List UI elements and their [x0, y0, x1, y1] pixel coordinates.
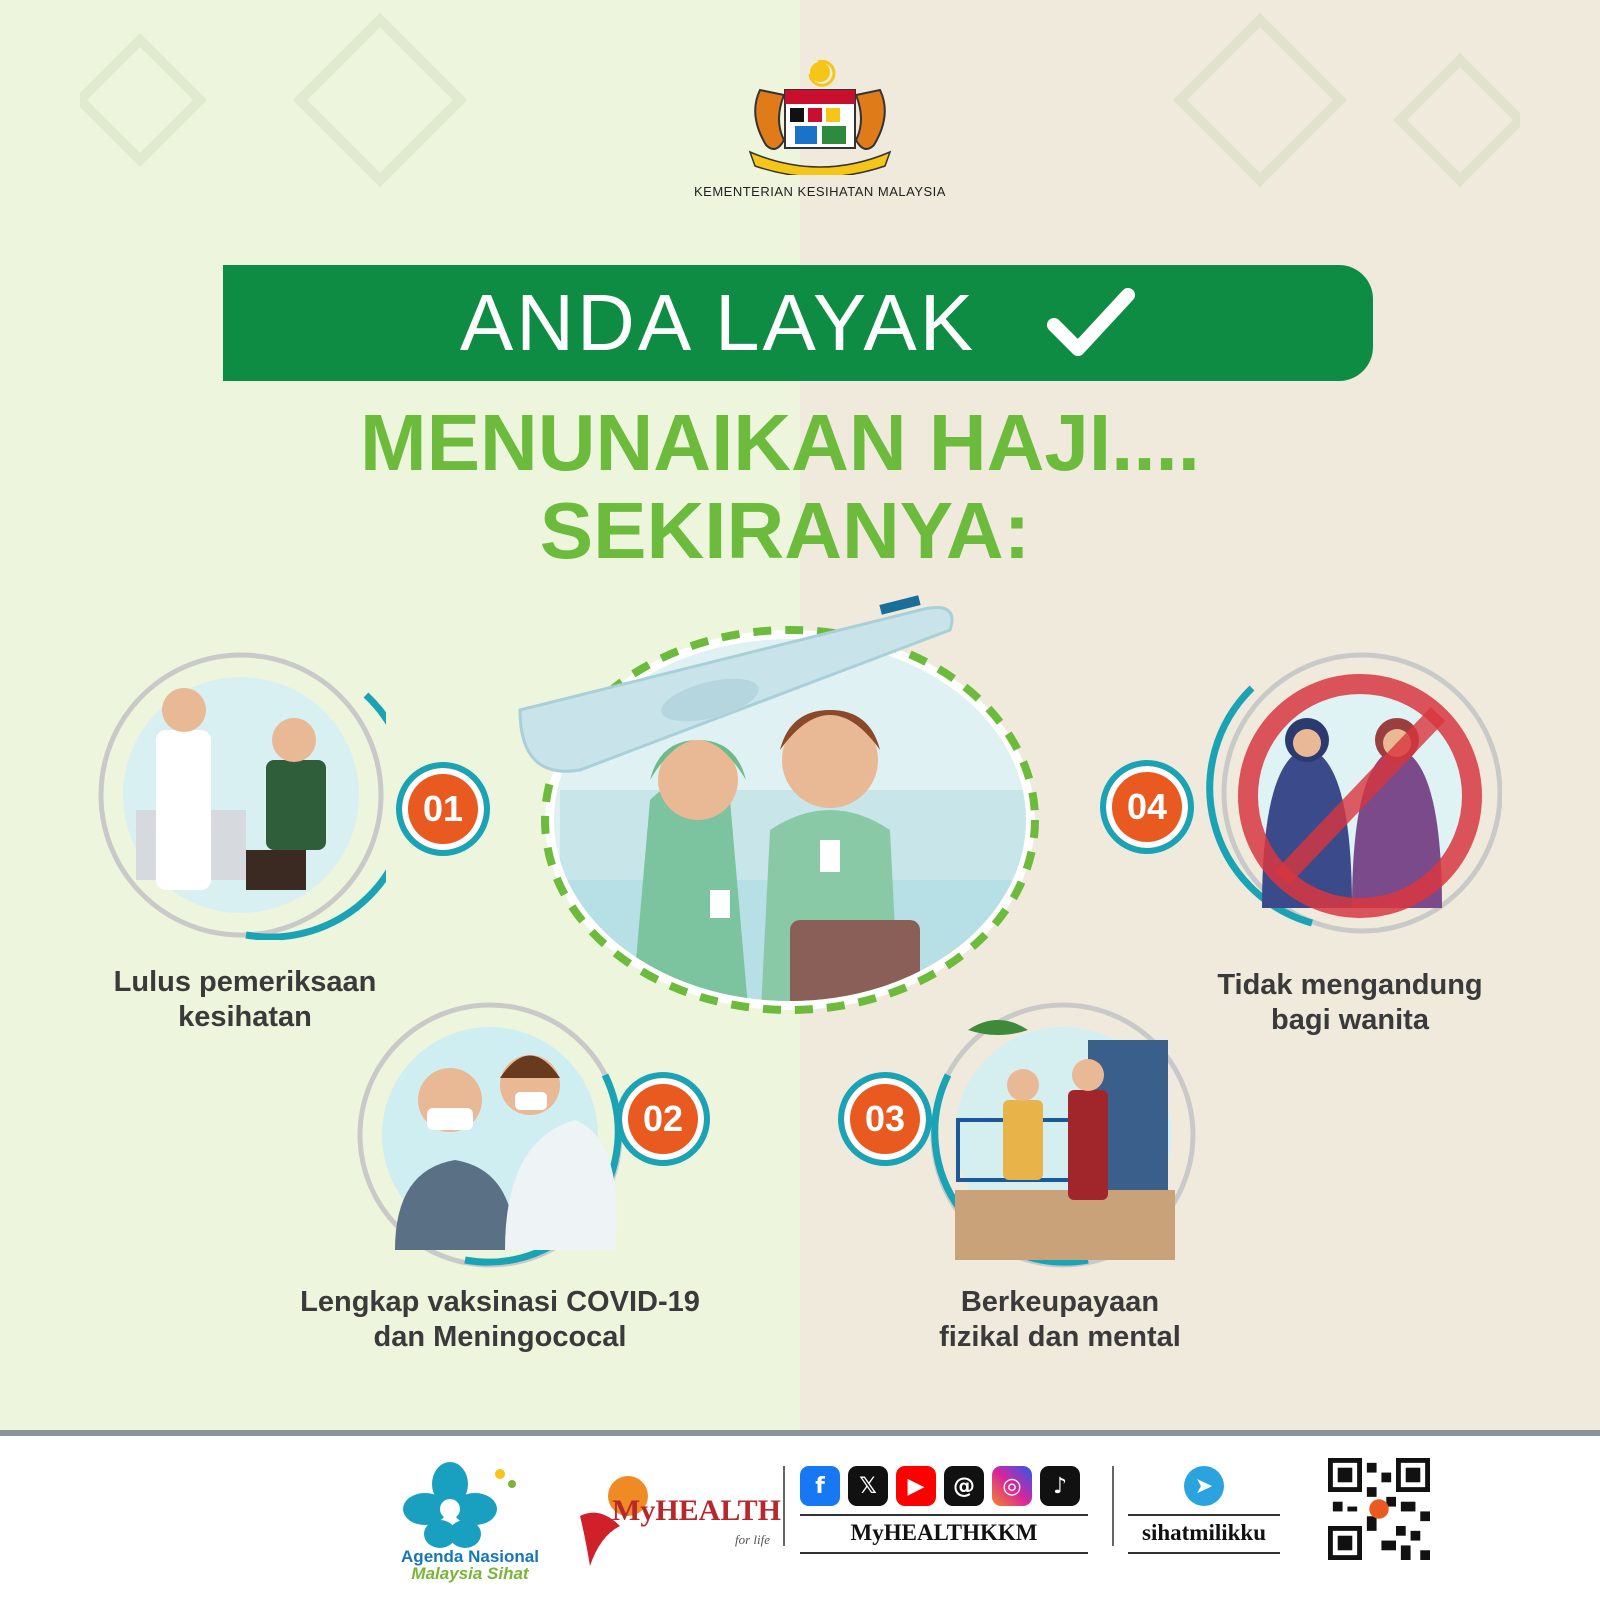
item-label-02-line1: Lengkap vaksinasi COVID-19: [300, 1286, 700, 1318]
item-label-02-line2: dan Meningococal: [373, 1321, 627, 1353]
telegram-underline-bottom: [1128, 1552, 1280, 1554]
main-heading-line1: MENUNAIKAN HAJI....: [359, 398, 1201, 487]
malaysia-coat-of-arms-icon: [740, 60, 900, 175]
handle-underline-top: [800, 1514, 1088, 1516]
instagram-icon[interactable]: ◎: [992, 1466, 1032, 1506]
tiktok-icon[interactable]: ♪: [1040, 1466, 1080, 1506]
checkmark-icon: [1046, 283, 1136, 363]
pilgrims-airplane-illustration: [500, 590, 1070, 1030]
number-badge-03: 03: [838, 1072, 932, 1166]
item-label-03-line1: Berkeupayaan: [960, 1286, 1160, 1318]
physical-mental-ability-illustration: [928, 1000, 1198, 1270]
separator: [1112, 1466, 1114, 1546]
item-label-02: [260, 1285, 740, 1355]
banner-title: ANDA LAYAK: [459, 278, 977, 367]
facebook-icon[interactable]: f: [800, 1466, 840, 1506]
number-badge-02: 02: [616, 1072, 710, 1166]
number-badge-01: 01: [396, 762, 490, 856]
item-label-04: [1160, 968, 1540, 1038]
youtube-icon[interactable]: ▶: [896, 1466, 936, 1506]
handle-underline-bottom: [800, 1552, 1088, 1554]
myhealth-tagline: for life: [735, 1532, 771, 1547]
number-badge-04: 04: [1100, 760, 1194, 854]
agenda-line2: Malaysia Sihat: [411, 1564, 529, 1583]
vaccination-illustration: [355, 1000, 625, 1270]
telegram-icon[interactable]: ➤: [1184, 1466, 1224, 1506]
item-label-01-line2: kesihatan: [178, 1001, 312, 1033]
telegram-underline-top: [1128, 1514, 1280, 1516]
social-icons: [800, 1466, 1080, 1506]
item-label-03-line2: fizikal dan mental: [939, 1321, 1181, 1353]
ministry-name: KEMENTERIAN KESIHATAN MALAYSIA: [694, 184, 946, 199]
item-label-01-line1: Lulus pemeriksaan: [113, 966, 377, 998]
eligibility-banner: [223, 265, 1373, 381]
agenda-line1: Agenda Nasional: [401, 1547, 539, 1566]
telegram-handle[interactable]: sihatmilikku: [1142, 1520, 1266, 1545]
myhealth-wordmark: MyHEALTH: [612, 1494, 781, 1527]
agenda-nasional-text: [380, 1548, 560, 1582]
not-pregnant-illustration: [1192, 648, 1502, 938]
qr-code-icon[interactable]: [1328, 1458, 1430, 1560]
footer: [0, 1430, 1600, 1606]
item-label-03: [860, 1285, 1260, 1355]
item-label-04-line1: Tidak mengandung: [1217, 969, 1483, 1001]
item-label-04-line2: bagi wanita: [1271, 1004, 1429, 1036]
threads-icon[interactable]: @: [944, 1466, 984, 1506]
agenda-nasional-logo-icon: [390, 1454, 550, 1549]
social-handle[interactable]: MyHEALTHKKM: [850, 1520, 1038, 1545]
main-heading-line2: SEKIRANYA:: [539, 486, 1031, 575]
x-icon[interactable]: 𝕏: [848, 1466, 888, 1506]
separator: [783, 1466, 785, 1546]
health-checkup-illustration: [96, 650, 386, 940]
